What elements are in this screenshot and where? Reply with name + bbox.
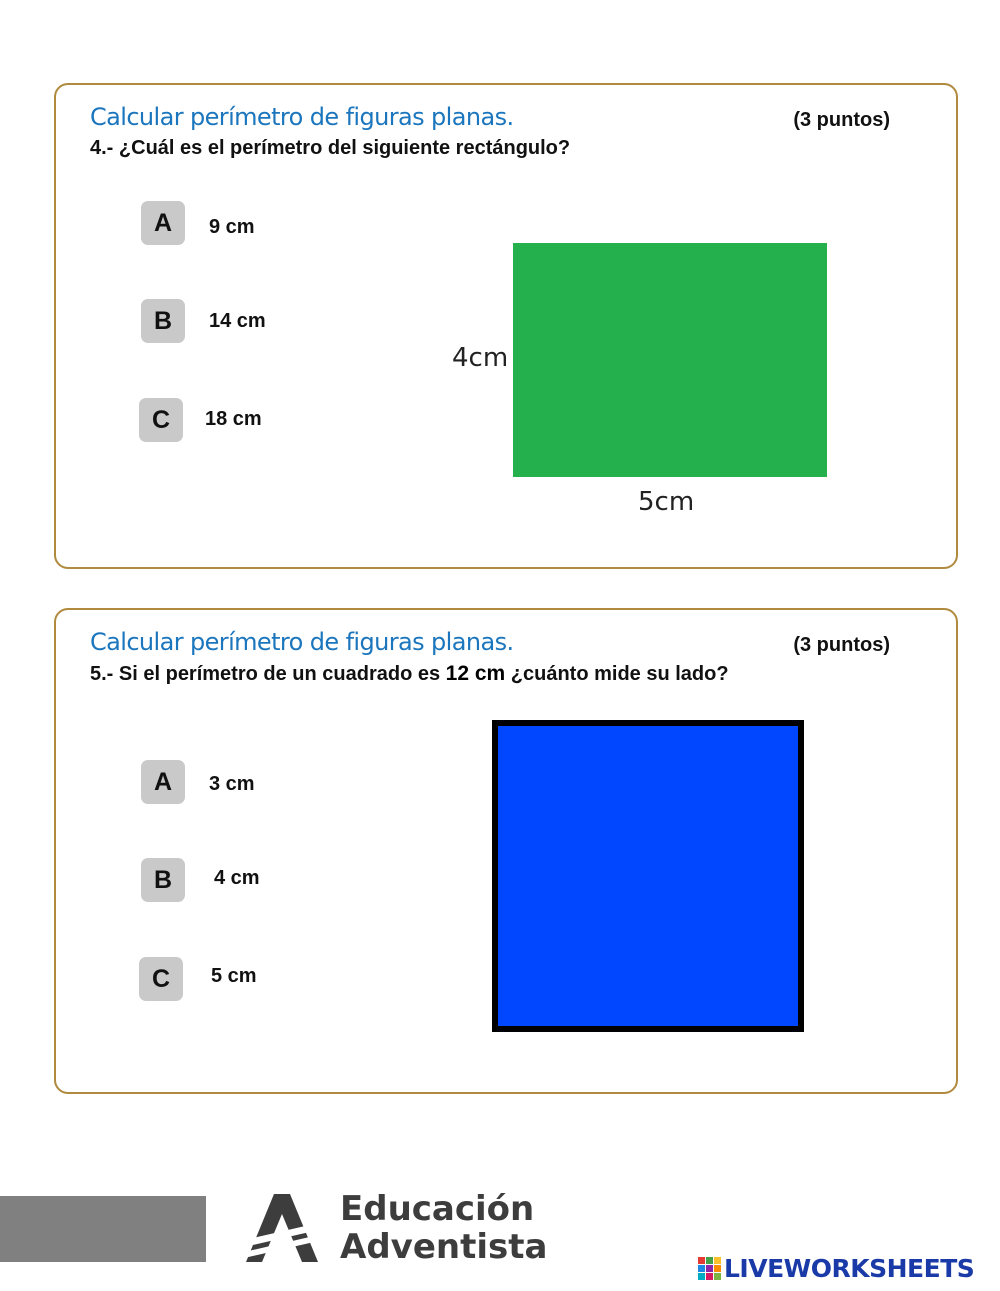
liveworksheets-brand-text: LIVEWORKSHEETS [724,1254,975,1283]
option-b-button[interactable]: B [141,858,185,902]
option-a-text[interactable]: 9 cm [209,216,255,238]
option-a-button[interactable]: A [141,201,185,245]
section-title: Calcular perímetro de figuras planas. [90,628,514,656]
logo-line-1: Educación [340,1189,535,1229]
question-body: ¿Cuál es el perímetro del siguiente rectángulo? [118,137,571,159]
logo-line-2: Adventista [340,1227,548,1267]
option-c-button[interactable]: C [139,398,183,442]
question-text [90,662,729,686]
question-body-end: ¿cuánto mide su lado? [510,663,729,685]
option-a-text[interactable]: 3 cm [209,773,255,795]
rectangle-width-label: 5cm [638,487,695,517]
question-number: 5.- [90,663,114,685]
option-a-button[interactable]: A [141,760,185,804]
liveworksheets-brand[interactable] [698,1254,974,1283]
footer-gray-bar [0,1196,206,1262]
option-b-button[interactable]: B [141,299,185,343]
option-b-text[interactable]: 14 cm [209,310,266,332]
blue-square-figure [492,720,804,1032]
green-rectangle-figure [513,243,827,477]
educacion-adventista-logo-icon [244,1194,318,1262]
points-label: (3 puntos) [793,634,890,656]
option-c-text[interactable]: 18 cm [205,408,262,430]
liveworksheets-logo-icon [698,1257,722,1281]
question-highlight: 12 cm [445,662,506,685]
question-card-4 [54,83,958,569]
option-c-text[interactable]: 5 cm [211,965,257,987]
question-text [90,137,570,160]
question-card-5 [54,608,958,1094]
option-b-text[interactable]: 4 cm [214,867,260,889]
question-number: 4.- [90,137,114,159]
points-label: (3 puntos) [793,109,890,131]
educacion-adventista-logo-text [340,1190,547,1266]
question-body-start: Si el perímetro de un cuadrado es [118,663,441,685]
option-c-button[interactable]: C [139,957,183,1001]
section-title: Calcular perímetro de figuras planas. [90,103,514,131]
rectangle-height-label: 4cm [452,343,509,373]
